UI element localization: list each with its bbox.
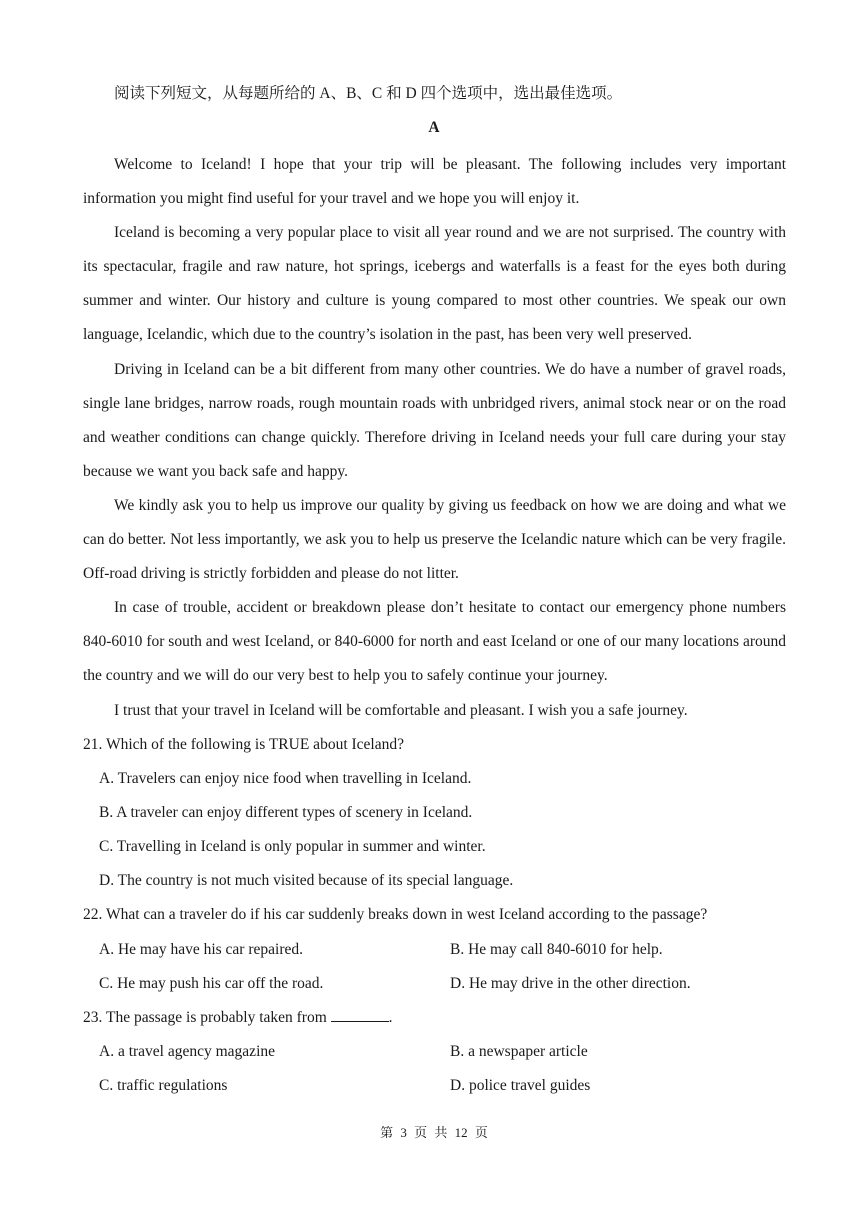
question-23 xyxy=(83,1001,786,1103)
reading-instruction: 阅读下列短文，从每题所给的 A、B、C 和 D 四个选项中，选出最佳选项。 xyxy=(114,85,623,102)
question-22-options-row-1 xyxy=(83,933,786,967)
question-21-option-c: C. Travelling in Iceland is only popular in summer and winter. xyxy=(99,838,486,856)
question-23-stem xyxy=(83,1001,786,1035)
question-21-stem: 21. Which of the following is TRUE about Iceland? xyxy=(83,736,404,753)
reading-passage xyxy=(83,148,786,728)
passage-paragraph-3: Driving in Iceland can be a bit different from many other countries. We do have a number of gravel roads, single lane bridges, narrow roads, rough mountain roads with unbridged rivers, animal stock near or on the road and weather conditions can change quickly. Therefore driving in Iceland needs your full care during your stay because we want you back safe and happy. xyxy=(83,360,786,480)
question-21 xyxy=(83,728,786,898)
passage-paragraph-1: Welcome to Iceland! I hope that your trip will be pleasant. The following includes very important information you might find useful for your travel and we hope you will enjoy it. xyxy=(83,156,786,208)
question-23-options-row-1 xyxy=(83,1035,786,1069)
question-23-option-d: D. police travel guides xyxy=(450,1076,591,1094)
question-23-stem-text: 23. The passage is probably taken from xyxy=(83,1008,327,1026)
question-22-stem: 22. What can a traveler do if his car suddenly breaks down in west Iceland according to the passage? xyxy=(83,906,708,924)
question-23-option-a: A. a travel agency magazine xyxy=(99,1042,276,1060)
question-22-option-a: A. He may have his car repaired. xyxy=(99,940,303,958)
question-23-options-row-2 xyxy=(83,1069,786,1103)
question-list xyxy=(83,728,786,1103)
question-22-option-d: D. He may drive in the other direction. xyxy=(450,974,691,992)
question-22 xyxy=(83,898,786,1000)
question-21-option-d: D. The country is not much visited because of its special language. xyxy=(99,872,514,890)
question-22-option-b: B. He may call 840-6010 for help. xyxy=(450,940,663,958)
passage-paragraph-5: In case of trouble, accident or breakdown please don’t hesitate to contact our emergency phone numbers 840-6010 for south and west Iceland, or 840-6000 for north and east Iceland or one of our many locations around the country and we will do our very best to help you to safely continue your journey. xyxy=(83,599,786,685)
question-21-option-b: B. A traveler can enjoy different types of scenery in Iceland. xyxy=(99,804,473,822)
section-title: A xyxy=(428,119,440,136)
passage-paragraph-2: Iceland is becoming a very popular place to visit all year round and we are not surprised. The country with its spectacular, fragile and raw nature, hot springs, icebergs and waterfalls is a feast for the eyes both during summer and winter. Our history and culture is young compared to most other countries. We speak our own language, Icelandic, which due to the country’s isolation in the past, has been very well preserved. xyxy=(83,224,786,344)
page-footer: 第 3 页 共 12 页 xyxy=(380,1125,488,1140)
answer-blank xyxy=(331,1007,389,1022)
passage-paragraph-6: I trust that your travel in Iceland will be comfortable and pleasant. I wish you a safe journey. xyxy=(114,701,688,719)
question-22-option-c: C. He may push his car off the road. xyxy=(99,974,324,992)
question-23-option-c: C. traffic regulations xyxy=(99,1076,228,1094)
question-21-option-a: A. Travelers can enjoy nice food when travelling in Iceland. xyxy=(99,770,472,788)
question-22-options-row-2 xyxy=(83,967,786,1001)
passage-paragraph-4: We kindly ask you to help us improve our quality by giving us feedback on how we are doing and what we can do better. Not less importantly, we ask you to help us preserve the Icelandic nature which can be very fragile. Off-road driving is strictly forbidden and please do not litter. xyxy=(83,496,786,583)
question-23-option-b: B. a newspaper article xyxy=(450,1042,588,1060)
question-23-stem-end: . xyxy=(388,1008,393,1026)
